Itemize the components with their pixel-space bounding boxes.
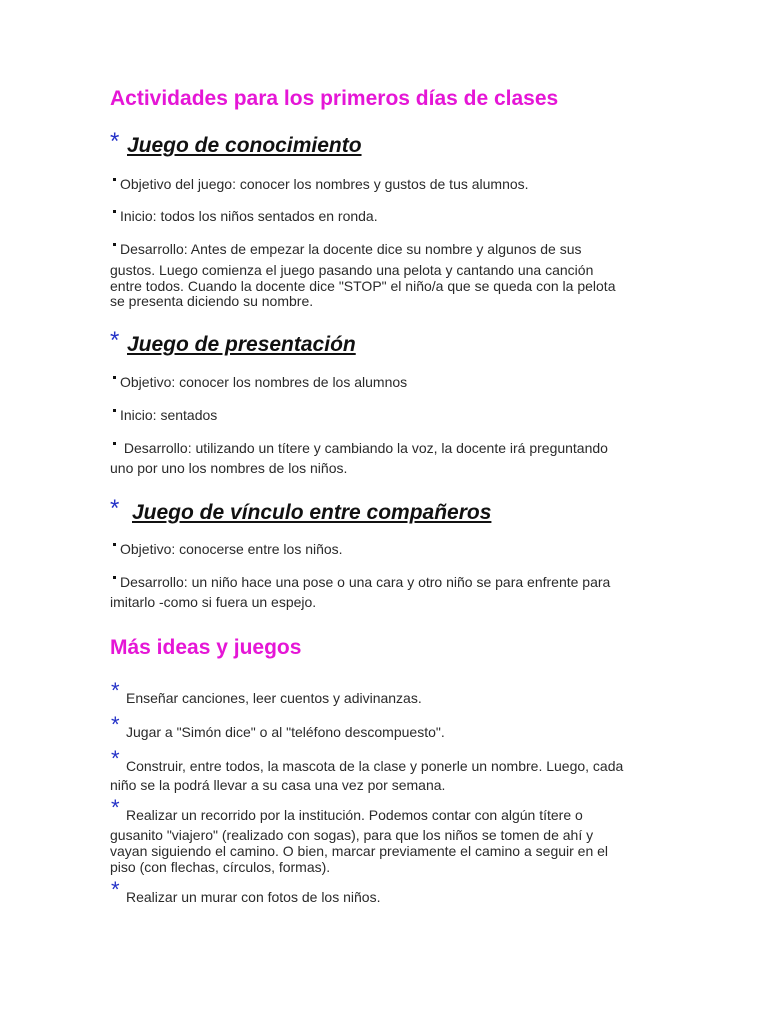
list-item-continuation: piso (con flechas, círculos, formas). bbox=[110, 859, 331, 875]
list-item: Jugar a "Simón dice" o al "teléfono descompuesto". bbox=[126, 724, 445, 740]
asterisk-icon: * bbox=[111, 678, 120, 703]
asterisk-icon: * bbox=[111, 795, 120, 820]
bullet-icon bbox=[113, 243, 116, 246]
list-item: Objetivo: conocer los nombres de los alumnos bbox=[113, 374, 407, 390]
list-item: Realizar un murar con fotos de los niños. bbox=[126, 889, 381, 905]
asterisk-icon: * bbox=[110, 327, 120, 354]
list-item: Enseñar canciones, leer cuentos y adivinanzas. bbox=[126, 690, 422, 706]
asterisk-icon: * bbox=[111, 712, 120, 737]
list-item-continuation: vayan siguiendo el camino. O bien, marcar previamente el camino a seguir en el bbox=[110, 843, 609, 859]
list-item-continuation: imitarlo -como si fuera un espejo. bbox=[110, 594, 317, 610]
list-item-continuation: niño se la podrá llevar a su casa una vez por semana. bbox=[110, 777, 446, 793]
list-item: Desarrollo: un niño hace una pose o una cara y otro niño se para enfrente para bbox=[113, 574, 610, 590]
list-item: Inicio: sentados bbox=[113, 407, 217, 423]
bullet-icon bbox=[113, 442, 116, 445]
bullet-icon bbox=[113, 210, 116, 213]
asterisk-icon: * bbox=[110, 495, 120, 522]
asterisk-icon: * bbox=[110, 128, 120, 155]
list-item-continuation: entre todos. Cuando la docente dice "STOP" el niño/a que se queda con la pelota bbox=[110, 278, 616, 294]
list-item: Realizar un recorrido por la institución. Podemos contar con algún títere o bbox=[126, 807, 583, 823]
list-item: Inicio: todos los niños sentados en ronda. bbox=[113, 208, 378, 224]
section-heading-conocimiento: Juego de conocimiento bbox=[127, 134, 362, 157]
list-item: Construir, entre todos, la mascota de la clase y ponerle un nombre. Luego, cada bbox=[126, 758, 624, 774]
asterisk-icon: * bbox=[111, 877, 120, 902]
page-title: Actividades para los primeros días de clases bbox=[110, 87, 559, 110]
list-item-continuation: gustos. Luego comienza el juego pasando una pelota y cantando una canción bbox=[110, 262, 594, 278]
list-item: Desarrollo: Antes de empezar la docente dice su nombre y algunos de sus bbox=[113, 241, 582, 257]
list-item-continuation: gusanito "viajero" (realizado con sogas), para que los niños se tomen de ahí y bbox=[110, 827, 594, 843]
list-item: Objetivo del juego: conocer los nombres y gustos de tus alumnos. bbox=[113, 176, 529, 192]
bullet-icon bbox=[113, 543, 116, 546]
section-heading-presentacion: Juego de presentación bbox=[127, 333, 356, 356]
list-item-continuation: se presenta diciendo su nombre. bbox=[110, 293, 314, 309]
list-item: Objetivo: conocerse entre los niños. bbox=[113, 541, 343, 557]
list-item: Desarrollo: utilizando un títere y cambiando la voz, la docente irá preguntando bbox=[113, 440, 608, 456]
section-heading-vinculo: Juego de vínculo entre compañeros bbox=[132, 501, 492, 524]
bullet-icon bbox=[113, 576, 116, 579]
bullet-icon bbox=[113, 376, 116, 379]
section-heading-mas-ideas: Más ideas y juegos bbox=[110, 636, 302, 659]
list-item-continuation: uno por uno los nombres de los niños. bbox=[110, 460, 348, 476]
bullet-icon bbox=[113, 409, 116, 412]
asterisk-icon: * bbox=[111, 746, 120, 771]
bullet-icon bbox=[113, 178, 116, 181]
